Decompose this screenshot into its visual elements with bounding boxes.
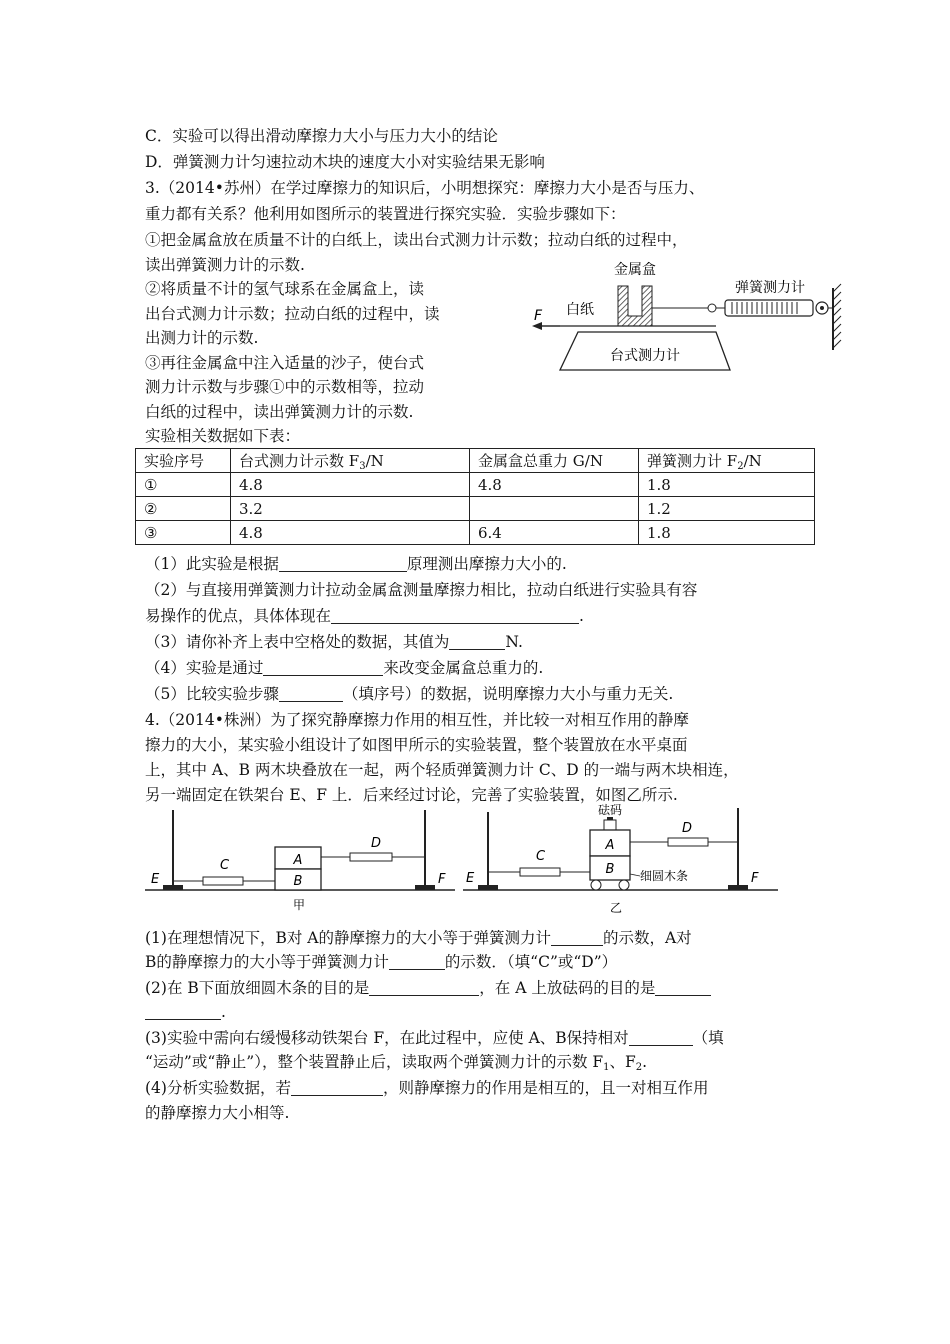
q4-line2: 擦力的大小，某实验小组设计了如图甲所示的实验装置，整个装置放在水平桌面 bbox=[145, 736, 688, 754]
q3-intro-line2: 重力都有关系？他利用如图所示的装置进行探究实验．实验步骤如下： bbox=[145, 205, 626, 223]
q3-intro-line1: 3.（2014•苏州）在学过摩擦力的知识后，小明想探究：摩擦力大小是否与压力、 bbox=[145, 179, 705, 197]
cell-f3: 4.8 bbox=[231, 473, 470, 497]
q3-step3-line3: 白纸的过程中，读出弹簧测力计的示数. bbox=[145, 403, 414, 421]
q3-sub3: （3）请你补齐上表中空格处的数据，其值为 N. bbox=[145, 633, 523, 651]
q4-sub1-line1: (1)在理想情况下，B对 A的静摩擦力的大小等于弹簧测力计 的示数，A对 bbox=[145, 929, 692, 947]
option-d: D．弹簧测力计匀速拉动木块的速度大小对实验结果无影响 bbox=[145, 153, 545, 171]
q3-step1-line1: ①把金属盒放在质量不计的白纸上，读出台式测力计示数；拉动白纸的过程中， bbox=[145, 231, 688, 249]
scale-label: 台式测力计 bbox=[610, 348, 680, 364]
option-c: C．实验可以得出滑动摩擦力大小与压力大小的结论 bbox=[145, 127, 498, 145]
cell-f2: 1.2 bbox=[639, 497, 815, 521]
stand-f-label: F bbox=[751, 871, 759, 886]
force-label: F bbox=[534, 308, 543, 324]
header-index: 实验序号 bbox=[136, 449, 231, 473]
table-row bbox=[136, 497, 815, 521]
q3-step1-line2: 读出弹簧测力计的示数. bbox=[145, 256, 305, 274]
q3-step2-line1: ②将质量不计的氢气球系在金属盒上，读 bbox=[145, 280, 425, 298]
figure-yi bbox=[458, 800, 778, 917]
q4-sub1-line2: B的静摩擦力的大小等于弹簧测力计 的示数．（填“C”或“D”） bbox=[145, 953, 618, 971]
weight-label: 砝码 bbox=[598, 803, 623, 817]
spring-d-label: D bbox=[371, 836, 382, 851]
table-row bbox=[136, 473, 815, 497]
block-a-label: A bbox=[605, 838, 615, 853]
spring-c-label: C bbox=[536, 849, 546, 864]
cell-f2: 1.8 bbox=[639, 521, 815, 545]
block-b-label: B bbox=[605, 862, 615, 877]
cell-index: ③ bbox=[136, 521, 231, 545]
stand-e-label: E bbox=[466, 871, 475, 886]
q4-sub4-line1: (4)分析实验数据，若 ，则静摩擦力的作用是相互的，且一对相互作用 bbox=[145, 1079, 709, 1097]
q4-sub2-line2: . bbox=[145, 1002, 226, 1022]
cell-f3: 3.2 bbox=[231, 497, 470, 521]
q3-step2-line3: 出测力计的示数. bbox=[145, 329, 259, 347]
table-header-row bbox=[136, 449, 815, 473]
q4-sub4-line2: 的静摩擦力大小相等. bbox=[145, 1104, 290, 1122]
q3-sub5: （5）比较实验步骤 （填序号）的数据，说明摩擦力大小与重力无关. bbox=[145, 685, 674, 703]
header-g: 金属盒总重力 G/N bbox=[470, 449, 639, 473]
stand-f-label: F bbox=[438, 872, 446, 887]
spring-d-label: D bbox=[682, 821, 693, 836]
data-table bbox=[135, 448, 815, 545]
cell-index: ② bbox=[136, 497, 231, 521]
stand-e-label: E bbox=[151, 872, 160, 887]
q3-sub2-line2: 易操作的优点，具体体现在 . bbox=[145, 607, 584, 625]
header-f2: 弹簧测力计 $F_2/N$ bbox=[639, 449, 815, 473]
cell-f3: 4.8 bbox=[231, 521, 470, 545]
figure-yi-caption: 乙 bbox=[610, 901, 623, 915]
q4-line1: 4.（2014•株洲）为了探究静摩擦力作用的相互性，并比较一对相互作用的静摩 bbox=[145, 711, 689, 729]
q3-sub1: （1）此实验是根据 原理测出摩擦力大小的. bbox=[145, 555, 567, 573]
cell-g bbox=[470, 497, 639, 521]
cell-g: 6.4 bbox=[470, 521, 639, 545]
q3-table-intro: 实验相关数据如下表： bbox=[145, 427, 301, 445]
q3-sub2-line1: （2）与直接用弹簧测力计拉动金属盒测量摩擦力相比，拉动白纸进行实验具有容 bbox=[145, 581, 698, 599]
block-b-label: B bbox=[293, 874, 303, 889]
figure-jia-caption: 甲 bbox=[293, 898, 306, 912]
friction-apparatus-figure bbox=[520, 252, 860, 402]
table-row bbox=[136, 521, 815, 545]
figure-jia bbox=[145, 805, 455, 917]
paper-label: 白纸 bbox=[566, 302, 594, 318]
box-label: 金属盒 bbox=[614, 262, 656, 278]
q4-sub3-line1: (3)实验中需向右缓慢移动铁架台 F，在此过程中，应使 A、B保持相对 （填 bbox=[145, 1029, 724, 1047]
cell-index: ① bbox=[136, 473, 231, 497]
q3-step3-line1: ③再往金属盒中注入适量的沙子，使台式 bbox=[145, 354, 425, 372]
spring-scale-label: 弹簧测力计 bbox=[735, 280, 805, 296]
q3-sub4: （4）实验是通过 来改变金属盒总重力的. bbox=[145, 659, 544, 677]
q3-step3-line2: 测力计示数与步骤①中的示数相等，拉动 bbox=[145, 378, 425, 396]
spring-c-label: C bbox=[220, 858, 230, 873]
header-f3: 台式测力计示数 $F_3/N$ bbox=[231, 449, 470, 473]
block-a-label: A bbox=[293, 853, 303, 868]
q4-line4: 另一端固定在铁架台 E、F 上．后来经过讨论，完善了实验装置，如图乙所示. bbox=[145, 786, 678, 804]
cell-g: 4.8 bbox=[470, 473, 639, 497]
rod-label: 细圆木条 bbox=[640, 869, 689, 883]
q4-sub2-line1: (2)在 B下面放细圆木条的目的是 ，在 A 上放砝码的目的是 bbox=[145, 978, 711, 998]
q3-step2-line2: 出台式测力计示数；拉动白纸的过程中，读 bbox=[145, 305, 440, 323]
q4-line3: 上，其中 A、B 两木块叠放在一起，两个轻质弹簧测力计 C、D 的一端与两木块相连， bbox=[145, 761, 739, 779]
q4-sub3-line2: “运动”或“静止”），整个装置静止后，读取两个弹簧测力计的示数 $F_1$、$F_2$. bbox=[145, 1053, 648, 1073]
cell-f2: 1.8 bbox=[639, 473, 815, 497]
